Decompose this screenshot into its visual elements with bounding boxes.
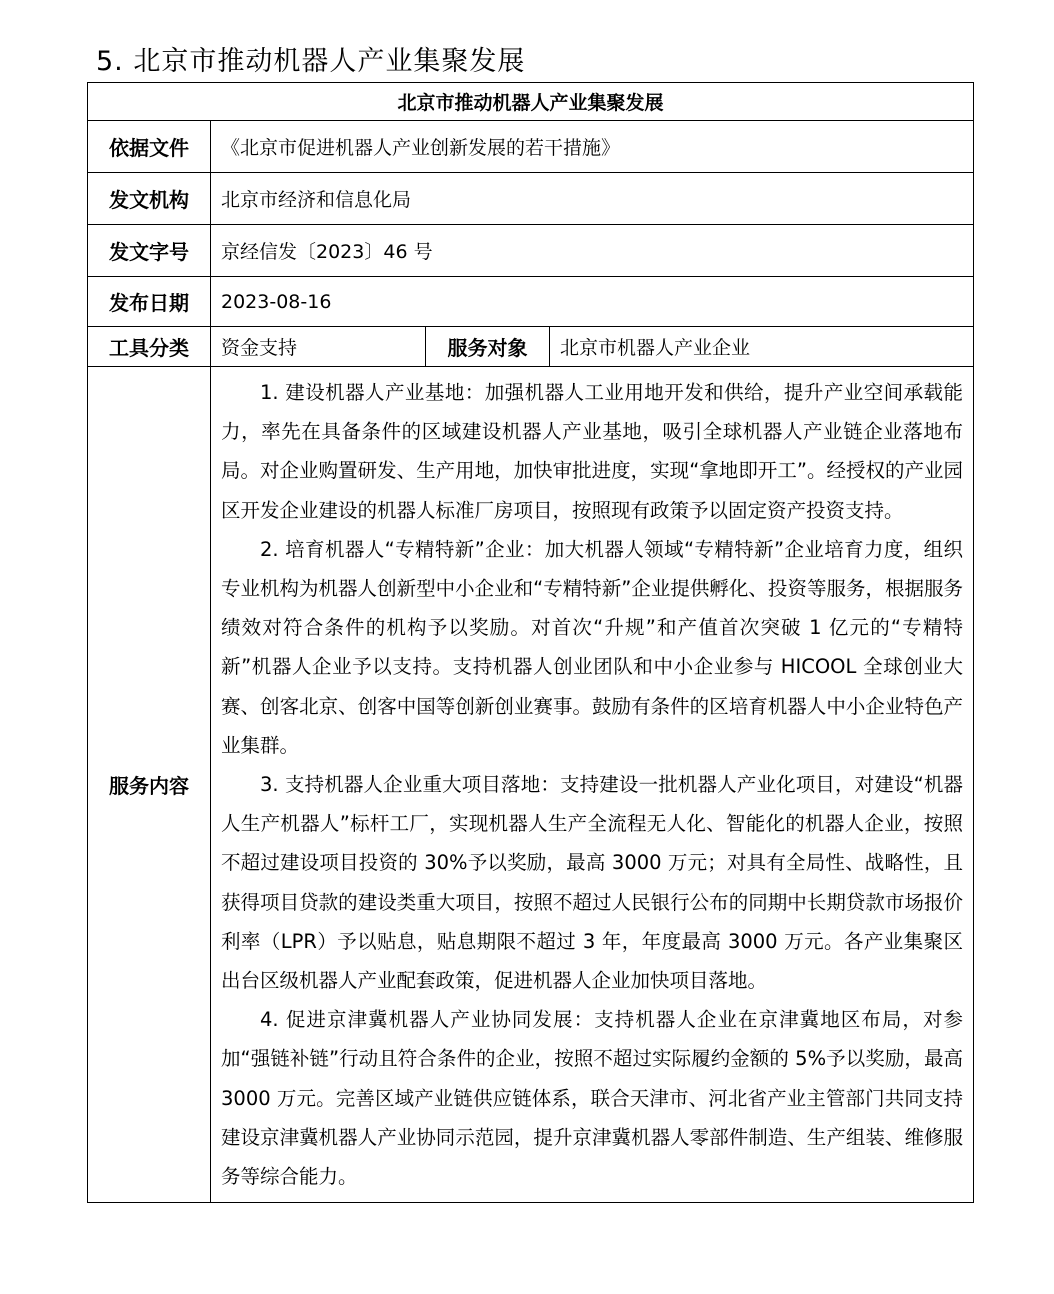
row-value: 京经信发〔2023〕46 号 <box>211 225 974 277</box>
tool-label: 工具分类 <box>88 327 211 367</box>
target-value: 北京市机器人产业企业 <box>550 327 974 367</box>
row-label: 发文机构 <box>88 173 211 225</box>
content-paragraph: 2. 培育机器人“专精特新”企业：加大机器人领域“专精特新”企业培育力度，组织专业机构为机器人创新型中小企业和“专精特新”企业提供孵化、投资等服务，根据服务绩效对符合条件的机构予以奖励。对首次“升规”和产值首次突破 1 亿元的“专精特新”机器人企业予以支持。支持机器人创业团队和中小企业参与 HICOOL 全球创业大赛、创客北京、创客中国等创新创业赛事。鼓励有条件的区培育机器人中小企业特色产业集群。 <box>221 537 964 757</box>
content-cell <box>211 367 974 1203</box>
row-value: 《北京市促进机器人产业创新发展的若干措施》 <box>211 121 974 173</box>
content-paragraph: 1. 建设机器人产业基地：加强机器人工业用地开发和供给，提升产业空间承载能力，率先在具备条件的区域建设机器人产业基地，吸引全球机器人产业链企业落地布局。对企业购置研发、生产用地，加快审批进度，实现“拿地即开工”。经授权的产业园区开发企业建设的机器人标准厂房项目，按照现有政策予以固定资产投资支持。 <box>221 381 964 522</box>
row-value: 2023-08-16 <box>211 277 974 327</box>
target-label: 服务对象 <box>426 327 550 367</box>
table-row <box>88 225 974 277</box>
content-row <box>88 367 974 1203</box>
row-label: 依据文件 <box>88 121 211 173</box>
row-label: 发布日期 <box>88 277 211 327</box>
table-row <box>88 327 974 367</box>
table-title: 北京市推动机器人产业集聚发展 <box>88 83 974 121</box>
table-row <box>88 121 974 173</box>
table-title-row <box>88 83 974 121</box>
page-heading: 5. 北京市推动机器人产业集聚发展 <box>96 46 526 77</box>
content-paragraph: 3. 支持机器人企业重大项目落地：支持建设一批机器人产业化项目，对建设“机器人生产机器人”标杆工厂，实现机器人生产全流程无人化、智能化的机器人企业，按照不超过建设项目投资的 30%予以奖励，最高 3000 万元；对具有全局性、战略性，且获得项目贷款的建设类重大项目，按照不超过人民银行公布的同期中长期贷款市场报价利率（LPR）予以贴息，贴息期限不超过 3 年，年度最高 3000 万元。各产业集聚区出台区级机器人产业配套政策，促进机器人企业加快项目落地。 <box>221 773 964 993</box>
policy-table <box>87 82 974 1203</box>
content-label: 服务内容 <box>88 367 211 1203</box>
row-label: 发文字号 <box>88 225 211 277</box>
table-row <box>88 173 974 225</box>
row-value: 北京市经济和信息化局 <box>211 173 974 225</box>
tool-value: 资金支持 <box>211 327 426 367</box>
table-row <box>88 277 974 327</box>
content-paragraph: 4. 促进京津冀机器人产业协同发展：支持机器人企业在京津冀地区布局，对参加“强链补链”行动且符合条件的企业，按照不超过实际履约金额的 5%予以奖励，最高 3000 万元。完善区域产业链供应链体系，联合天津市、河北省产业主管部门共同支持建设京津冀机器人产业协同示范园，提升京津冀机器人零部件制造、生产组装、维修服务等综合能力。 <box>221 1008 964 1189</box>
